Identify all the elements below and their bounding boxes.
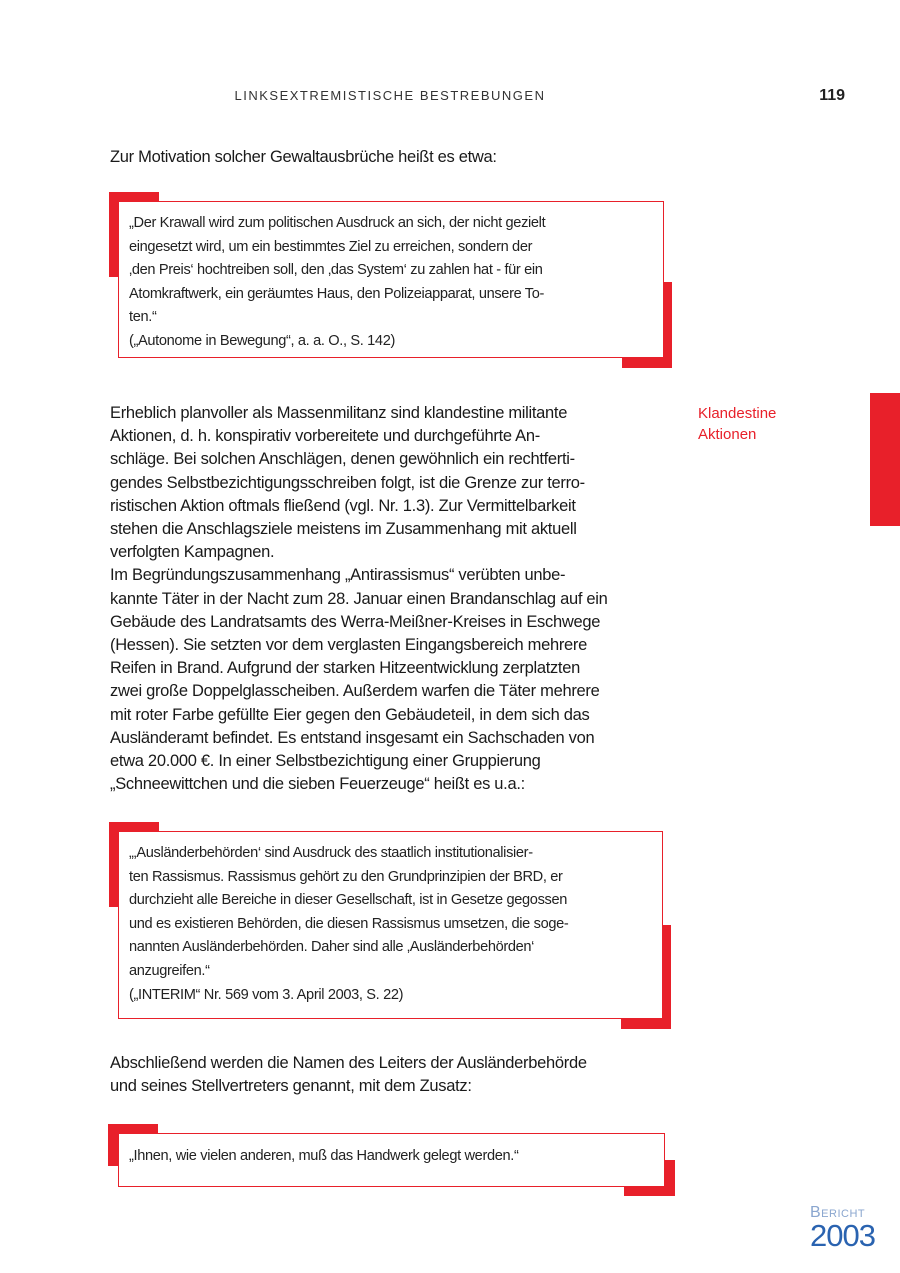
body-line: mit roter Farbe gefüllte Eier gegen den Gebäudeteil, in dem sich das: [110, 705, 590, 724]
quote-source: („Autonome in Bewegung“, a. a. O., S. 142): [129, 332, 395, 349]
quote-line: ten Rassismus. Rassismus gehört zu den Grundprinzipien der BRD, er: [129, 868, 563, 885]
quote-line: ‚den Preis‘ hochtreiben soll, den ‚das System‘ zu zahlen hat - für ein: [129, 262, 543, 279]
intro-text: Zur Motivation solcher Gewaltausbrüche heißt es etwa:: [110, 148, 497, 166]
quote-box-3: [118, 1133, 665, 1187]
intro-paragraph: [110, 146, 675, 169]
closing-paragraph: [110, 1052, 675, 1098]
margin-note-line: Aktionen: [698, 425, 757, 443]
quote-line: nannten Ausländerbehörden. Daher sind alle ‚Ausländerbehörden‘: [129, 939, 535, 956]
quote-line: Atomkraftwerk, ein geräumtes Haus, den Polizeiapparat, unsere To-: [129, 285, 545, 302]
body-line: Erheblich planvoller als Massenmilitanz sind klandestine militante: [110, 404, 568, 422]
body-line: zwei große Doppelglasscheiben. Außerdem warfen die Täter mehrere: [110, 682, 600, 701]
body-line: Gebäude des Landratsamts des Werra-Meißner-Kreises in Eschwege: [110, 612, 601, 631]
margin-note-line: Klandestine: [698, 405, 777, 422]
quote-box-1: [118, 201, 664, 358]
quote-line: „Der Krawall wird zum politischen Ausdruck an sich, der nicht gezielt: [129, 215, 546, 231]
body-paragraphs: [110, 402, 675, 796]
chapter-side-tab: [870, 393, 900, 526]
body-line: Im Begründungszusammenhang „Antirassismus“ verübten unbe-: [110, 566, 566, 585]
quote-line: durchzieht alle Bereiche in dieser Gesellschaft, ist in Gesetze gegossen: [129, 892, 567, 909]
page-number: 119: [819, 87, 845, 104]
body-line: Reifen in Brand. Aufgrund der starken Hitzeentwicklung zerplatzten: [110, 659, 580, 678]
body-line: Abschließend werden die Namen des Leiters der Ausländerbehörde: [110, 1054, 587, 1072]
body-line: und seines Stellvertreters genannt, mit dem Zusatz:: [110, 1077, 472, 1096]
quote-line: und es existieren Behörden, die diesen Rassismus umsetzen, die soge-: [129, 915, 569, 932]
margin-note: [698, 404, 818, 445]
body-line: kannte Täter in der Nacht zum 28. Januar einen Brandanschlag auf ein: [110, 589, 608, 608]
quote-line: „Ihnen, wie vielen anderen, muß das Handwerk gelegt werden.“: [129, 1148, 519, 1164]
body-line: schläge. Bei solchen Anschlägen, denen gewöhnlich ein rechtferti-: [110, 450, 575, 469]
body-line: „Schneewittchen und die sieben Feuerzeuge“ heißt es u.a.:: [110, 775, 525, 794]
body-line: Aktionen, d. h. konspirativ vorbereitete und durchgeführte An-: [110, 427, 540, 446]
quote-box-2: [118, 831, 663, 1019]
quote-line: „‚Ausländerbehörden‘ sind Ausdruck des staatlich institutionalisier-: [129, 845, 533, 861]
bericht-2003-logo: [810, 1205, 890, 1251]
body-line: gendes Selbstbezichtigungsschreiben folgt, ist die Grenze zur terro-: [110, 473, 585, 492]
body-line: verfolgten Kampagnen.: [110, 543, 275, 562]
quote-line: ten.“: [129, 309, 157, 326]
quote-line: anzugreifen.“: [129, 962, 210, 979]
body-line: stehen die Anschlagsziele meistens im Zusammenhang mit aktuell: [110, 520, 577, 539]
body-line: Ausländeramt befindet. Es entstand insgesamt ein Sachschaden von: [110, 728, 595, 747]
logo-word: Bericht: [810, 1204, 866, 1221]
body-line: ristischen Aktion oftmals fließend (vgl. Nr. 1.3). Zur Vermittelbarkeit: [110, 496, 576, 515]
logo-year: 2003: [810, 1218, 875, 1253]
quote-line: eingesetzt wird, um ein bestimmtes Ziel zu erreichen, sondern der: [129, 238, 533, 255]
body-line: (Hessen). Sie setzten vor dem verglasten Eingangsbereich mehrere: [110, 636, 587, 655]
quote-source: („INTERIM“ Nr. 569 vom 3. April 2003, S. 22): [129, 986, 404, 1003]
running-header-title: LINKSEXTREMISTISCHE BESTREBUNGEN: [234, 88, 546, 103]
body-line: etwa 20.000 €. In einer Selbstbezichtigung einer Gruppierung: [110, 752, 541, 771]
